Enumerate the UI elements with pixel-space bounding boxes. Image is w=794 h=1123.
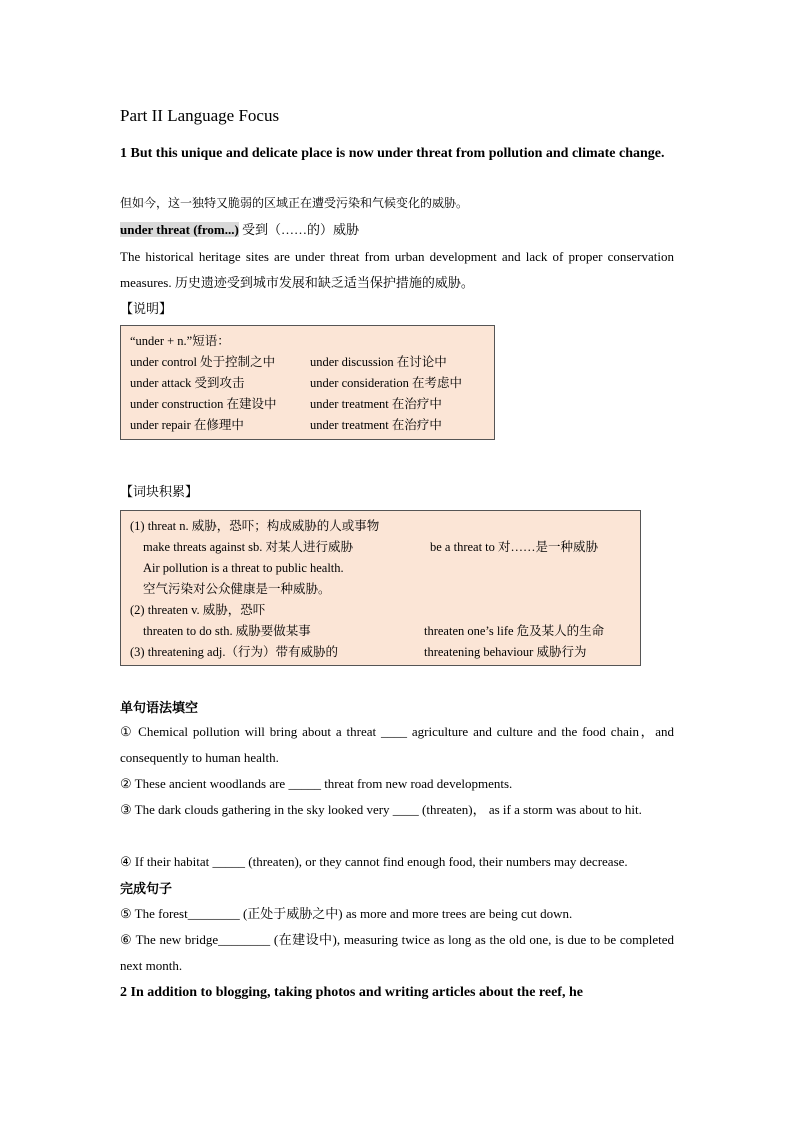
exercise-item: ⑤ The forest________ (正处于威胁之中) as more and more trees are being cut down. [120,906,573,921]
exercise2-label: 完成句子 [120,881,173,896]
exercise-item: ④ If their habitat _____ (threaten), or they cannot find enough food, their numbers may decrease. [120,854,628,869]
key-sentence-1-translation: 但如今，这一独特又脆弱的区域正在遭受污染和气候变化的威胁。 [120,196,469,210]
under-phrases-box [120,325,495,440]
example-sentence: The historical heritage sites are under threat from urban development and lack of proper conservation measures. 历史遗迹受到城市发展和缺乏适当保护措施的威胁。 [120,249,674,290]
box2-row: threaten to do sth. 威胁要做某事 threaten one’s life 危及某人的生命 [143,624,605,638]
phrase-meaning: 受到（……的）威胁 [238,222,360,237]
exercise-item: ③ The dark clouds gathering in the sky looked very ____ (threaten)， as if a storm was about to hit. [120,802,642,817]
phrase-key: under threat (from...) [120,222,239,237]
box1-row: under repair 在修理中 under treatment 在治疗中 [130,418,442,432]
exercise-item: ⑥ The new bridge________ (在建设中), measuring twice as long as the old one, is due to be completed next month. [120,932,674,973]
box2-row: make threats against sb. 对某人进行威胁 be a threat to 对……是一种威胁 [143,540,599,554]
box1-row: under construction 在建设中 under treatment 在治疗中 [130,397,442,411]
box2-row: (2) threaten v. 威胁，恐吓 [130,603,266,617]
exercise1-label: 单句语法填空 [120,700,199,715]
box1-heading: “under + n.”短语： [130,334,230,348]
box2-row: (3) threatening adj.（行为）带有威胁的 threatening behaviour 威胁行为 [130,645,587,659]
box1-row: under attack 受到攻击 under consideration 在考虑中 [130,376,463,390]
box1-row: under control 处于控制之中 under discussion 在讨论中 [130,355,447,369]
key-sentence-2: 2 In addition to blogging, taking photos and writing articles about the reef, he [120,985,583,1000]
exercise-item: ② These ancient woodlands are _____ threat from new road developments. [120,776,513,791]
note-label: 【说明】 [120,301,173,316]
page-title: Part II Language Focus [120,106,280,125]
vocab-box [120,510,641,666]
key-sentence-1: 1 But this unique and delicate place is now under threat from pollution and climate change. [120,146,665,161]
box2-row: Air pollution is a threat to public health. [143,561,344,575]
box2-row: (1) threat n. 威胁，恐吓；构成威胁的人或事物 [130,519,380,533]
box2-row: 空气污染对公众健康是一种威胁。 [143,582,331,596]
phrase-heading [120,219,359,238]
exercise-item: ① Chemical pollution will bring about a threat ____ agriculture and culture and the food chain，and consequently to human health. [120,724,674,765]
vocab-label: 【词块积累】 [120,484,199,499]
